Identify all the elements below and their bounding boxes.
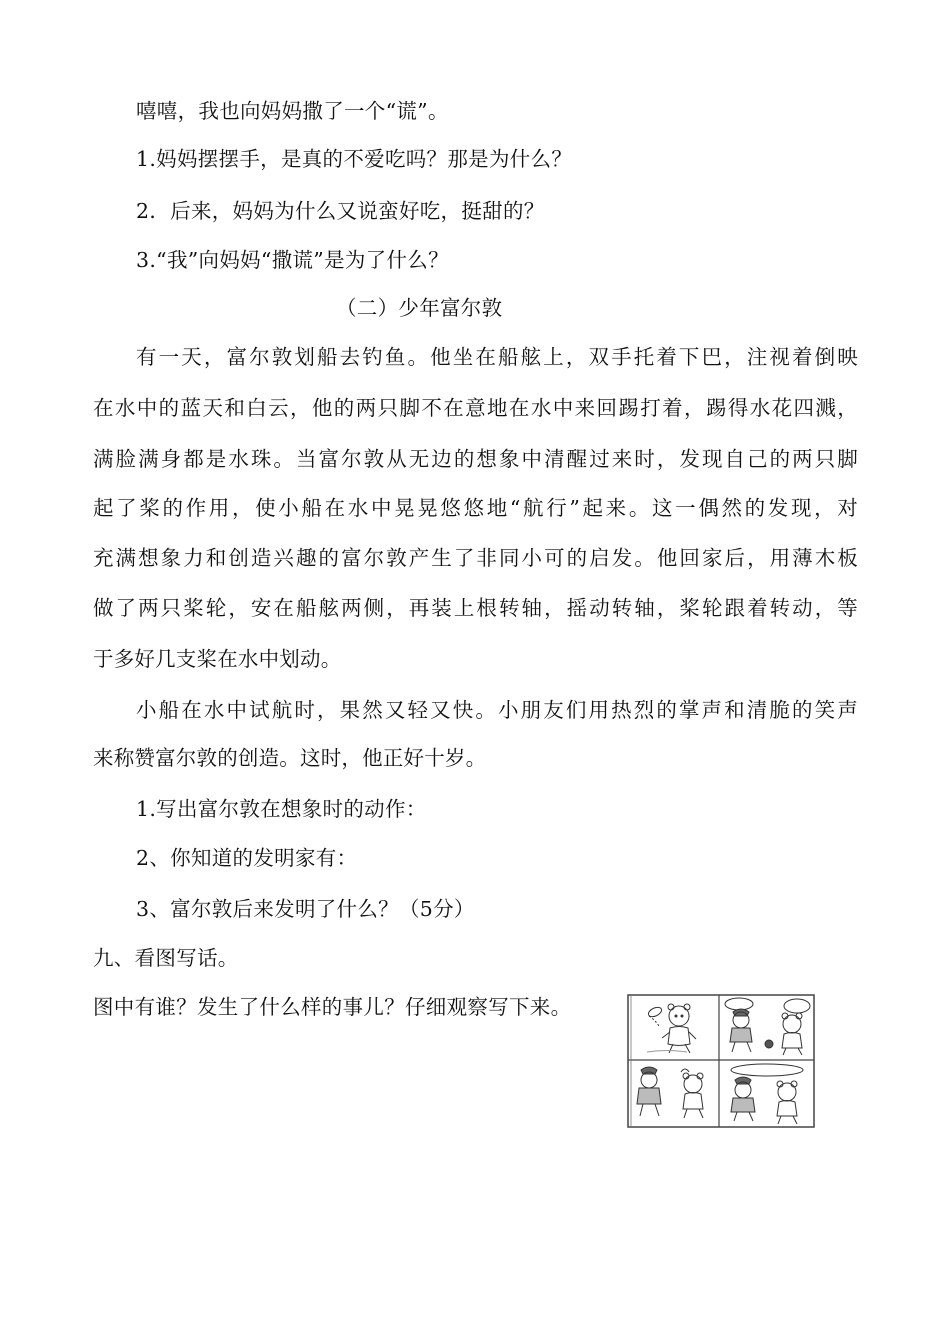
story-closing-line: 嘻嘻，我也向妈妈撒了一个“谎”。 — [136, 99, 449, 123]
question-1-1: 1.妈妈摆摆手，是真的不爱吃吗？那是为什么？ — [136, 147, 573, 171]
paragraph-1-line-4: 起了桨的作用，使小船在水中晃晃悠悠地“航行”起来。这一偶然的发现，对 — [93, 496, 858, 520]
comic-strip-image — [627, 994, 815, 1128]
paragraph-1-line-6: 做了两只桨轮，安在船舷两侧，再装上根转轴，摇动转轴，桨轮跟着转动，等 — [93, 596, 858, 620]
paragraph-2-line-1: 小船在水中试航时，果然又轻又快。小朋友们用热烈的掌声和清脆的笑声 — [136, 698, 858, 722]
question-1-3: 3.“我”向妈妈“撒谎”是为了什么？ — [136, 248, 449, 272]
section-9-prompt: 图中有谁？发生了什么样的事儿？仔细观察写下来。 — [93, 995, 572, 1019]
paragraph-2-line-2: 来称赞富尔敦的创造。这时，他正好十岁。 — [93, 746, 487, 770]
section-9-heading: 九、看图写话。 — [93, 946, 239, 970]
question-2-3: 3、富尔敦后来发明了什么？（5分） — [136, 897, 475, 921]
question-2-2: 2、你知道的发明家有： — [136, 846, 358, 870]
paragraph-1-line-7: 于多好几支桨在水中划动。 — [93, 647, 342, 671]
section-title: （二）少年富尔敦 — [336, 296, 503, 320]
paragraph-1-line-2: 在水中的蓝天和白云，他的两只脚不在意地在水中来回踢打着，踢得水花四溅， — [93, 396, 858, 420]
paragraph-1-line-1: 有一天，富尔敦划船去钓鱼。他坐在船舷上，双手托着下巴，注视着倒映 — [136, 345, 858, 369]
question-1-2: 2．后来，妈妈为什么又说蛮好吃，挺甜的？ — [136, 199, 545, 223]
question-2-1: 1.写出富尔敦在想象时的动作： — [136, 797, 427, 821]
paragraph-1-line-5: 充满想象力和创造兴趣的富尔敦产生了非同小可的启发。他回家后，用薄木板 — [93, 546, 858, 570]
paragraph-1-line-3: 满脸满身都是水珠。当富尔敦从无边的想象中清醒过来时，发现自己的两只脚 — [93, 447, 858, 471]
